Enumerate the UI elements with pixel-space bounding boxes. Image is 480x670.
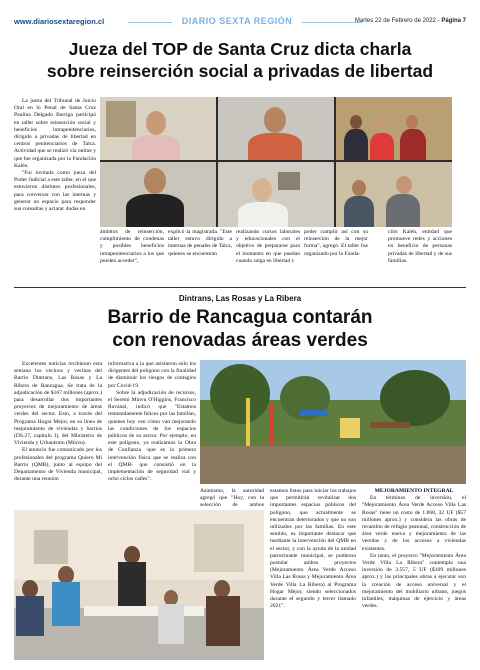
video-tile — [100, 97, 216, 160]
article1-column-1 — [14, 98, 96, 213]
dateline — [355, 18, 466, 24]
section-divider — [14, 287, 466, 288]
article1-headline-line1: Jueza del TOP de Santa Cruz dicta charla — [68, 39, 412, 59]
page-number: Página 7 — [441, 18, 466, 24]
article1-headline-line2: sobre reinserción social a privadas de libertad — [46, 61, 434, 81]
article2-column-4: estamos listos para iniciar los trabajos que permitirán revitalizar dos importantes espacios públicos del polígono, que actualmente se encuentran deteriorados y que no son utilizados por las familias. En este sentido, es importante destacar que mediante la intervención del QMB en el sector, y con la ayuda de la unidad patrocinante municipal, se pudieron postular ambos proyectos (Mejoramiento Área Verde Acceso Villa Las Rosas y Mejoramiento Área Verde Villa La Ribera) al Programa Hogar Mejor, siendo seleccionados durante el segundo y tercer llamado 2021". — [270, 488, 356, 610]
park-photo — [200, 360, 466, 484]
video-tile — [218, 162, 334, 227]
article2-paragraph-4: Sobre la adjudicación de recursos, el Seremi Minvu O'Higgins, Francisco Ravanal, indicó que "Estamos tremendamente felices por las familias, quienes hoy ven cómo van mejorando las condiciones de los espacios públicos de su sector. Por ejemplo, en este polígono, ya realizamos la Obra de Confianza -que es la primera intervención física que se realiza con el QMB- que consistió en la implementación de seguridad vial y ocho ciclos calles". — [108, 389, 196, 483]
article1-column-5: poder cumplir así con su reinserción de la mejor forma", agregó. El taller fue organizado por la Funda- — [304, 229, 368, 257]
article2-paragraph-1: Excelentes noticias recibieron esta semana los vecinos y vecinas del Barrio Dintrans, Las Rosas y La Ribera de Rancagua. Se trata de la adjudicación de $167 millones (aprox.) para desarrollar dos importantes proyectos de mejoramiento de áreas verdes del sector. Esto, a través del Programa Hogar Mejor, en su línea de mejoramiento de viviendas y barrios (DS.27, capítulo I), del Ministerio de Vivienda y Urbanismo (Minvu). — [14, 361, 102, 447]
video-tile — [336, 162, 452, 227]
article2-paragraph-3: informativa a la que asistieron sólo los dirigentes del polígono con la finalidad de disminuir los riesgos de contagios por Covid-19. — [108, 361, 196, 389]
video-call-photo — [100, 97, 452, 227]
page-header — [0, 0, 480, 30]
article1-column-2: ámbitos de reinserción, cumplimiento de condenas y posibles beneficios intrapenitenciarios a los que pueden acceder", — [100, 229, 164, 264]
article2-column-3: Asimismo, la autoridad agregó que "Hoy, con la selección de ambos — [200, 488, 264, 509]
meeting-photo — [14, 510, 264, 660]
video-tile — [218, 97, 334, 160]
video-tile — [336, 97, 452, 160]
article2-paragraph-5: En términos de inversión, el "Mejoramiento Área Verde Acceso Villa Las Rosas" tiene un costo de 1.868, 32 UF ($57 millones aprox.) y considera las obras de recambio de refugio peatonal, construcción de área verde nueva y mejoramiento de las veredas y de los accesos a viviendas existentes. — [362, 495, 466, 552]
article2-paragraph-6: En tanto, el proyecto "Mejoramiento Área Verde Villa La Ribera" contempla una inversión de 3.557, 5 UF ($109 millones aprox.) y las principales obras a ejecutar son la creación de acceso universal y el mejoramiento del mobiliario urbano, juegos infantiles, máquinas de ejercicio y áreas verdes. — [362, 552, 466, 610]
article1-column-6: ción Kalén, entidad que promueve redes y acciones en beneficio de personas privadas de libertad y de sus familias. — [388, 229, 452, 264]
article2-column-2 — [108, 361, 196, 483]
newspaper-name: DIARIO SEXTA REGIÓN — [181, 16, 293, 26]
header-rule-left — [128, 22, 172, 23]
article1-column-3: explicó la magistrada. "Este taller estuvo dirigido a internas de penales de Talca, quienes se encuentran — [168, 229, 232, 257]
article2-column-1 — [14, 361, 102, 483]
article2-paragraph-2: El anuncio fue comunicado por los profesionales del programa Quiero Mi Barrio (QMB), junto al equipo del Departamento de Vivienda municipal, durante una reunión — [14, 447, 102, 483]
subheading: MEJORAMIENTO INTEGRAL — [374, 488, 454, 494]
article2-headline-line2: con renovadas áreas verdes — [112, 330, 368, 351]
article1-paragraph-1: La jueza del Tribunal de Juicio Oral en lo Penal de Santa Cruz Paulina Delgado Barriga participó en taller sobre reinserción social y beneficios intrapenitenciarios, dirigido a privadas de libertad en centros penitenciarios de Talca. Actividad que se realizó vía online y que fue organizada por la Fundación Kalén. — [14, 98, 97, 169]
video-tile — [100, 162, 216, 227]
article1-paragraph-2: "Fui invitada como jueza del Poder Judicial a este taller, en el que estuvieron distintos profesionales, para conversar con las internas y generar un espacio para responder sus consultas y aclarar dudas en — [14, 170, 96, 213]
header-rule-right — [302, 22, 362, 23]
issue-date: Martes 22 de Febrero de 2022 - — [354, 18, 442, 24]
article1-column-4: realizando cursos laborales y educacionales con el objetivo de prepararse para el momento en que puedan cuando salga en libertad y — [236, 229, 300, 264]
article2-kicker: Dintrans, Las Rosas y La Ribera — [178, 294, 302, 303]
article2-column-5 — [362, 488, 466, 610]
site-url[interactable]: www.diariosextaregion.cl — [14, 17, 105, 26]
article2-headline-line1: Barrio de Rancagua contarán — [107, 307, 373, 328]
